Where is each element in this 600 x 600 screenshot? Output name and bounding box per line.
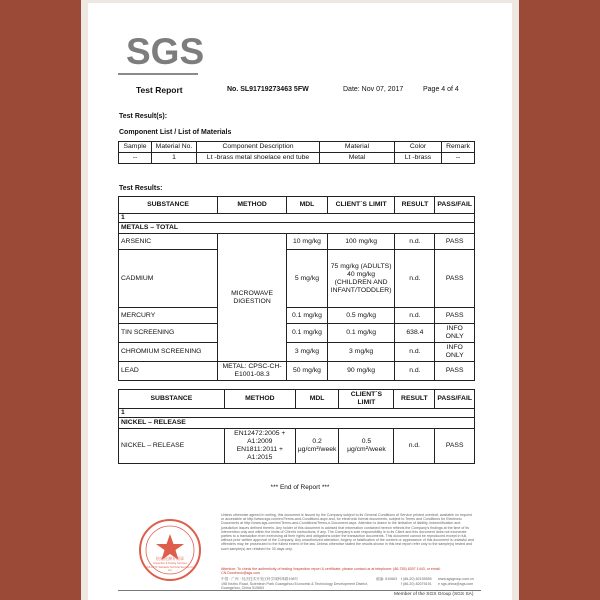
group-title: NICKEL – RELEASE [119,418,475,429]
pass-cell: INFO ONLY [435,343,475,362]
result-cell: n.d. [394,429,435,464]
method-microwave: MICROWAVE DIGESTION [218,234,287,362]
limit-cell: 90 mg/kg [327,362,395,381]
limit-cell: 75 mg/kg (ADULTS) 40 mg/kg (CHILDREN AND INFANT/TODDLER) [327,250,395,308]
metals-table [118,196,475,381]
mdl-cell: 5 mg/kg [287,250,328,308]
nickel-header: PASS/FAIL [435,390,475,409]
sgs-logo: SGS [126,31,205,72]
pass-cell: PASS [435,250,475,308]
end-of-report: *** End of Report *** [270,484,330,491]
report-title: Test Report [136,85,183,95]
substance-cadmium: CADMIUM [119,250,218,308]
group-title: METALS – TOTAL [119,223,475,234]
pass-cell: INFO ONLY [435,324,475,343]
substance-tin: TIN SCREENING [119,324,218,343]
address-chinese: 中国 · 广州 · 经济技术开发区科学城科珠路198号 [221,577,299,581]
logo-underline [118,73,198,75]
pass-cell: PASS [435,234,475,250]
telephone: t (86-20) 82155555 [401,577,432,581]
mdl-cell: 0.1 mg/kg [287,324,328,343]
authenticity-notice: Attention: To check the authenticity of testing /inspection report & certificate, please contact us at telephone: (86-755) 8307 1443, or email: CN.Doccheck@sgs.com [221,567,441,576]
footer-divider [118,590,481,591]
result-cell: n.d. [395,234,435,250]
mdl-cell: 10 mg/kg [287,234,328,250]
legal-disclaimer: Unless otherwise agreed in writing, this document is issued by the Company subject to its General Conditions of Service printed overleaf, available on request or accessible at http://www.sgs.com/en/Terms-and-Conditions.aspx and, for electronic format documents, subject to Terms and Conditions for Electronic Documents at http://www.sgs.com/en/Terms-and-Conditions/Terms-e-Document.aspx. Attention is drawn to the limitation of liability, indemnification and jurisdiction issues defined therein. Any holder of this document is advised that information contained hereon reflects the Company's findings at the time of its intervention only and within the limits of Client's instructions, if any. The Company's sole responsibility is to its Client and this document does not exonerate parties to a transaction from exercising all their rights and obligations under the transaction documents. This document cannot be reproduced except in full, without prior written approval of the Company. Any unauthorized alteration, forgery or falsification of the content or appearance of this document is unlawful and offenders may be prosecuted to the fullest extent of the law. Unless otherwise stated the results shown in this test report refer only to the sample(s) tested and such sample(s) are retained for 30 days only. [221,513,474,551]
limit-cell: 0.1 mg/kg [327,324,395,343]
pass-cell: PASS [435,308,475,324]
report-number: No. SL91719273463 5FW [227,86,309,93]
metals-header: CLIENT`S LIMIT [327,197,395,214]
inspection-stamp [139,519,201,581]
component-header: Material No. [152,142,197,153]
stamp-company: SGS-CSTC Standards Technical Services Co., Ltd. [145,566,195,572]
nickel-header: MDL [295,390,339,409]
website: www.sgsgroup.com.cn [438,577,474,581]
component-cell: Lt -brass [395,153,442,164]
method-lead: METAL: CPSC-CH-E1001-08.3 [218,362,287,381]
mdl-cell: 0.2 μg/cm²/week [295,429,339,464]
limit-cell: 3 mg/kg [327,343,395,362]
test-results-label: Test Result(s): [119,113,168,120]
result-cell: n.d. [395,250,435,308]
member-note: Member of the SGS Group (SGS SA) [394,592,474,597]
result-cell: 638.4 [395,324,435,343]
limit-cell: 0.5 mg/kg [327,308,395,324]
substance-chromium: CHROMIUM SCREENING [119,343,218,362]
email: e sgs.china@sgs.com [438,582,474,586]
component-header: Color [395,142,442,153]
metals-header: SUBSTANCE [119,197,218,214]
limit-cell: 0.5 μg/cm²/week [339,429,394,464]
sample-number: 1 [119,409,475,418]
component-table [118,141,475,164]
report-date: Date: Nov 07, 2017 [343,86,404,93]
limit-cell: 100 mg/kg [327,234,395,250]
component-header: Sample [119,142,152,153]
nickel-header: METHOD [224,390,295,409]
address-english: 198 Kezhu Road, Scientech Park Guangzhou Economic & Technology Development District, Guangzhou, China 510663 [221,582,368,591]
report-page [88,3,512,600]
nickel-header: RESULT [394,390,435,409]
pass-cell: PASS [435,362,475,381]
pass-cell: PASS [435,429,475,464]
result-cell: n.d. [395,362,435,381]
substance-lead: LEAD [119,362,218,381]
metals-header: RESULT [395,197,435,214]
test-results-heading: Test Results: [119,185,163,192]
component-cell: -- [442,153,475,164]
component-header: Component Description [197,142,320,153]
substance-arsenic: ARSENIC [119,234,218,250]
component-cell: Metal [320,153,395,164]
component-cell: -- [119,153,152,164]
nickel-header: CLIENT`S LIMIT [339,390,394,409]
component-cell: Lt -brass metal shoelace end tube [197,153,320,164]
result-cell: n.d. [395,343,435,362]
postcode: 邮编: 510663 [376,577,398,581]
nickel-table [118,389,475,464]
component-header: Material [320,142,395,153]
metals-header: PASS/FAIL [435,197,475,214]
component-cell: 1 [152,153,197,164]
stamp-text: 检验检测专用章 [156,556,184,561]
mdl-cell: 0.1 mg/kg [287,308,328,324]
component-header: Remark [442,142,475,153]
sample-number: 1 [119,214,475,223]
page-number: Page 4 of 4 [423,86,459,93]
metals-header: MDL [287,197,328,214]
substance-nickel: NICKEL – RELEASE [119,429,225,464]
fax: f (86-20) 82075191 [401,582,432,586]
nickel-header: SUBSTANCE [119,390,225,409]
substance-mercury: MERCURY [119,308,218,324]
stamp-english: Inspection & Testing Services [153,562,187,565]
component-list-title: Component List / List of Materials [119,129,232,136]
result-cell: n.d. [395,308,435,324]
method-nickel: EN12472:2005 + A1:2009 EN1811:2011 + A1:2015 [224,429,295,464]
metals-header: METHOD [218,197,287,214]
mdl-cell: 3 mg/kg [287,343,328,362]
mdl-cell: 50 mg/kg [287,362,328,381]
